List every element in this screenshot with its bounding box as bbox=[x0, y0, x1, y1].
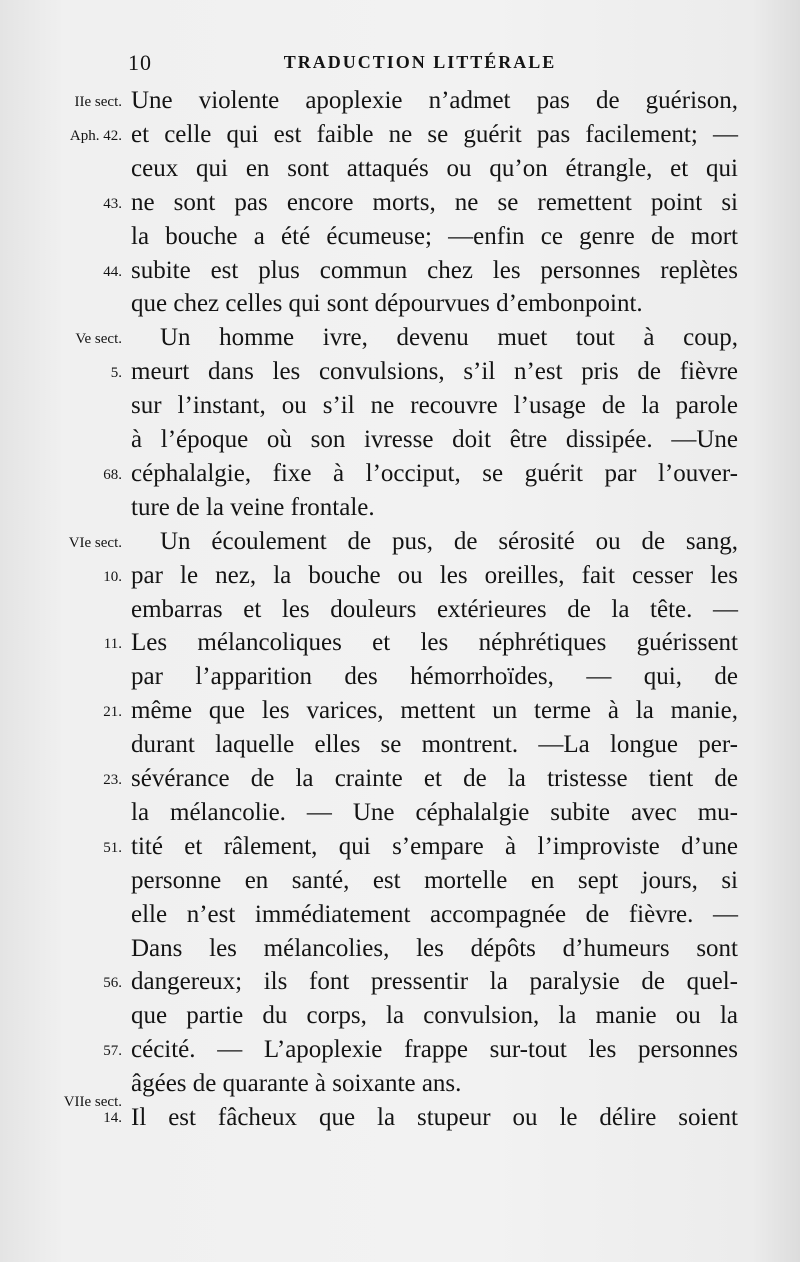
text-line bbox=[0, 764, 800, 798]
line-text: Les mélancoliques et les néphrétiques guérissent bbox=[131, 629, 738, 657]
text-line bbox=[0, 527, 800, 561]
text-line bbox=[0, 391, 800, 425]
margin-note: 51. bbox=[103, 839, 122, 856]
margin-note: IIe sect. bbox=[74, 94, 122, 110]
line-text: durant laquelle elles se montrent. —La longue per- bbox=[131, 731, 738, 759]
margin-note: Aph. 42. bbox=[69, 127, 122, 144]
line-text: ne sont pas encore morts, ne se remettent point si bbox=[131, 188, 738, 216]
page-header bbox=[0, 50, 800, 80]
margin-note: 44. bbox=[103, 263, 122, 280]
text-line bbox=[0, 696, 800, 730]
line-text: et celle qui est faible ne se guérit pas facilement; — bbox=[131, 120, 738, 148]
text-line bbox=[0, 967, 800, 1001]
text-line bbox=[0, 425, 800, 459]
line-text: meurt dans les convulsions, s’il n’est pris de fièvre bbox=[131, 358, 738, 386]
text-line bbox=[0, 1001, 800, 1035]
line-text: par l’apparition des hémorrhoïdes, — qui, de bbox=[131, 663, 738, 691]
text-line bbox=[0, 323, 800, 357]
text-line bbox=[0, 866, 800, 900]
text-line bbox=[0, 900, 800, 934]
text-line bbox=[0, 1035, 800, 1069]
line-text: embarras et les douleurs extérieures de la tête. — bbox=[131, 595, 738, 623]
text-line bbox=[0, 357, 800, 391]
text-line bbox=[0, 222, 800, 256]
line-text: Il est fâcheux que la stupeur ou le délire soient bbox=[131, 1104, 738, 1131]
line-text: tité et râlement, qui s’empare à l’improviste d’une bbox=[131, 832, 738, 860]
text-line bbox=[0, 256, 800, 290]
line-text: elle n’est immédiatement accompagnée de fièvre. — bbox=[131, 900, 738, 928]
margin-note: 11. bbox=[103, 636, 122, 653]
line-text: sévérance de la crainte et de la tristesse tient de bbox=[131, 765, 738, 792]
line-text: Un homme ivre, devenu muet tout à coup, bbox=[160, 324, 738, 352]
text-line bbox=[0, 628, 800, 662]
margin-note: 10. bbox=[103, 568, 122, 585]
text-line bbox=[0, 120, 800, 154]
line-text: ceux qui en sont attaqués ou qu’on étrangle, et qui bbox=[131, 154, 738, 182]
line-text: âgées de quarante à soixante ans. bbox=[131, 1070, 462, 1098]
margin-note: 21. bbox=[103, 704, 122, 721]
margin-note: 5. bbox=[110, 365, 122, 382]
line-text: à l’époque où son ivresse doit être dissipée. —Une bbox=[131, 426, 738, 453]
running-title: TRADUCTION LITTÉRALE bbox=[283, 52, 557, 72]
line-text: subite est plus commun chez les personnes replètes bbox=[131, 256, 738, 284]
line-text: céphalalgie, fixe à l’occiput, se guérit par l’ouver- bbox=[131, 459, 738, 487]
line-text: ture de la veine frontale. bbox=[131, 493, 375, 521]
line-text: Dans les mélancolies, les dépôts d’humeurs sont bbox=[131, 934, 738, 962]
text-line bbox=[0, 798, 800, 832]
margin-note: 23. bbox=[103, 772, 122, 788]
margin-note: VIe sect. bbox=[68, 534, 122, 551]
line-text: la mélancolie. — Une céphalalgie subite avec mu- bbox=[131, 798, 738, 826]
margin-note: 57. bbox=[103, 1043, 122, 1060]
line-text: que partie du corps, la convulsion, la manie ou la bbox=[131, 1002, 738, 1030]
line-text: Un écoulement de pus, de sérosité ou de sang, bbox=[160, 527, 738, 555]
text-line bbox=[0, 289, 800, 323]
line-text: même que les varices, mettent un terme à la manie, bbox=[131, 697, 738, 725]
margin-aphorism-number: 14. bbox=[103, 1110, 122, 1126]
line-text: que chez celles qui sont dépourvues d’embonpoint. bbox=[131, 290, 643, 318]
margin-note-block bbox=[0, 1094, 122, 1126]
text-line bbox=[0, 934, 800, 968]
text-line bbox=[0, 662, 800, 696]
line-text: cécité. — L’apoplexie frappe sur-tout les personnes bbox=[131, 1036, 738, 1064]
line-text: sur l’instant, ou s’il ne recouvre l’usage de la parole bbox=[131, 392, 738, 420]
margin-note: 43. bbox=[103, 195, 122, 212]
text-line bbox=[0, 86, 800, 120]
text-line bbox=[0, 832, 800, 866]
line-text: dangereux; ils font pressentir la paralysie de quel- bbox=[131, 968, 738, 996]
text-line bbox=[0, 459, 800, 493]
line-text: la bouche a été écumeuse; —enfin ce genre de mort bbox=[131, 222, 738, 250]
line-text: personne en santé, est mortelle en sept jours, si bbox=[131, 866, 738, 894]
page-number: 10 bbox=[128, 50, 152, 75]
margin-note: 56. bbox=[103, 975, 122, 992]
text-line bbox=[0, 561, 800, 595]
text-line bbox=[0, 595, 800, 629]
text-line bbox=[0, 154, 800, 188]
line-text: Une violente apoplexie n’admet pas de guérison, bbox=[131, 87, 738, 114]
text-line bbox=[0, 188, 800, 222]
margin-note: 68. bbox=[103, 466, 122, 483]
text-line bbox=[0, 730, 800, 764]
text-line bbox=[0, 493, 800, 527]
margin-section-label: VIIe sect. bbox=[63, 1094, 122, 1110]
line-text: par le nez, la bouche ou les oreilles, fait cesser les bbox=[131, 561, 738, 589]
margin-note: Ve sect. bbox=[75, 331, 122, 348]
